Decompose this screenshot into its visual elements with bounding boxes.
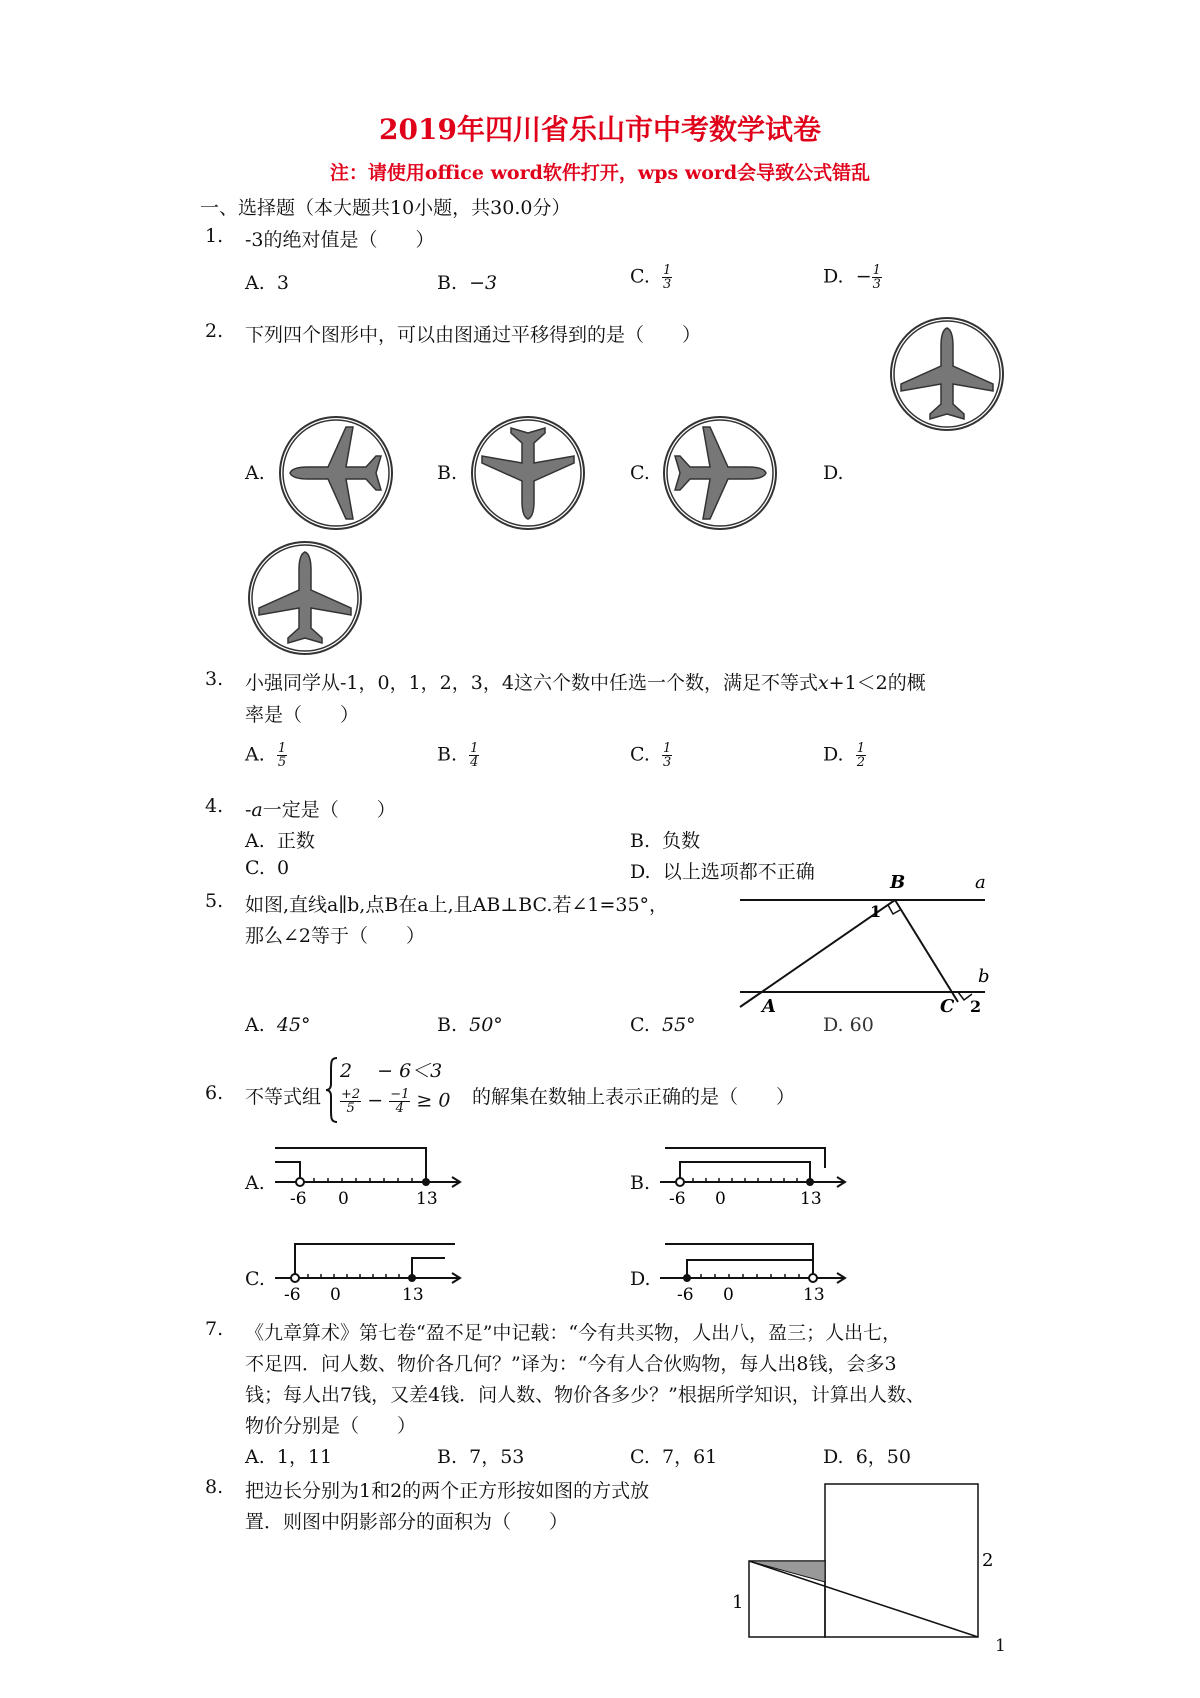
- q2-option-c-plane-image: [660, 413, 780, 533]
- q7-line3: 钱；每人出7钱，又差4钱．问人数、物价各多少？”根据所学知识，计算出人数、: [245, 1384, 925, 1406]
- q5-label-b: b: [978, 966, 990, 987]
- q6-option-b-number-line: [655, 1138, 855, 1208]
- q1-text: -3的绝对值是（ ）: [245, 229, 435, 251]
- q2-option-d-label: D.: [823, 462, 844, 484]
- q1-option-d: D. − $\frac{1}{3}$: [823, 263, 881, 292]
- q1-option-a: A. 3: [245, 272, 289, 294]
- q5-option-a: A. 45°: [245, 1014, 311, 1036]
- section-heading: 一、选择题（本大题共10小题，共30.0分）: [200, 197, 571, 219]
- q6d-tick-0: 0: [723, 1285, 734, 1305]
- q3-number: 3.: [205, 668, 224, 690]
- q6-option-c-label: C.: [245, 1268, 265, 1290]
- q7-line2: 不足四．问人数、物价各几何？”译为：“今有人合伙购物，每人出8钱，会多3: [245, 1353, 897, 1375]
- q6a-tick-m6: -6: [290, 1189, 307, 1209]
- q1-option-b: B. −3: [437, 272, 498, 294]
- q2-option-a-label: A.: [245, 462, 265, 484]
- q8-squares-figure: [730, 1470, 1000, 1650]
- q6-brace: [325, 1056, 339, 1124]
- q7-option-d: D. 6，50: [823, 1446, 911, 1468]
- q6a-tick-13: 13: [416, 1189, 438, 1209]
- q6c-tick-13: 13: [402, 1285, 424, 1305]
- q5-number: 5.: [205, 890, 224, 912]
- q4-option-b: B. 负数: [630, 830, 701, 852]
- q6a-tick-0: 0: [338, 1189, 349, 1209]
- q3-option-d: D. $\frac{1}{2}$: [823, 741, 865, 770]
- q2-reference-plane-image: [887, 314, 1007, 434]
- page-number: 1: [995, 1636, 1006, 1656]
- q2-option-b-label: B.: [437, 462, 458, 484]
- q6-inequality-line1: 2 − 6＜3: [340, 1060, 443, 1082]
- q7-option-b: B. 7，53: [437, 1446, 525, 1468]
- q2-option-a-plane-image: [276, 413, 396, 533]
- q5-label-2: 2: [970, 997, 982, 1016]
- q4-number: 4.: [205, 795, 224, 817]
- q6b-tick-13: 13: [800, 1189, 822, 1209]
- q8-number: 8.: [205, 1476, 224, 1498]
- q6-option-c-number-line: [270, 1234, 470, 1304]
- q6-option-a-label: A.: [245, 1172, 265, 1194]
- q1-number: 1.: [205, 225, 224, 247]
- page-title: 2019年四川省乐山市中考数学试卷: [379, 113, 821, 146]
- q5-text-line1: 如图,直线a∥b,点B在a上,且AB⊥BC.若∠1=35°，: [245, 894, 669, 916]
- q3-option-a: A. $\frac{1}{5}$: [245, 741, 287, 770]
- q2-number: 2.: [205, 320, 224, 342]
- q6-inequality-line2: $\frac{+2}{5}$ − $\frac{-1}{4}$ ≥ 0: [341, 1087, 451, 1116]
- q5-label-C: C: [940, 996, 955, 1017]
- q6-option-a-number-line: [270, 1138, 470, 1208]
- q7-number: 7.: [205, 1318, 224, 1340]
- q5-label-B: B: [890, 872, 906, 893]
- q3-text-line2: 率是（ ）: [245, 704, 360, 726]
- software-note: 注：请使用office word软件打开，wps word会导致公式错乱: [329, 162, 871, 184]
- q6-number: 6.: [205, 1082, 224, 1104]
- q8-line2: 置．则图中阴影部分的面积为（ ）: [245, 1511, 569, 1533]
- q2-option-c-label: C.: [630, 462, 650, 484]
- q2-option-d-plane-image: [245, 538, 365, 658]
- q3-text-line1: 小强同学从-1，0，1，2，3，4这六个数中任选一个数，满足不等式x+1＜2的概: [245, 672, 926, 694]
- q7-option-c: C. 7，61: [630, 1446, 718, 1468]
- q3-option-b: B. $\frac{1}{4}$: [437, 741, 479, 770]
- q6-option-d-label: D.: [630, 1268, 651, 1290]
- q6d-tick-m6: -6: [677, 1285, 694, 1305]
- q6c-tick-0: 0: [330, 1285, 341, 1305]
- q2-option-b-plane-image: [468, 413, 588, 533]
- q7-option-a: A. 1，11: [245, 1446, 333, 1468]
- q4-text: -a一定是（ ）: [245, 799, 396, 821]
- q5-option-b: B. 50°: [437, 1014, 503, 1036]
- q8-line1: 把边长分别为1和2的两个正方形按如图的方式放: [245, 1480, 650, 1502]
- q2-text: 下列四个图形中，可以由图通过平移得到的是（ ）: [245, 324, 702, 346]
- q6d-tick-13: 13: [803, 1285, 825, 1305]
- q5-label-A: A: [762, 996, 776, 1017]
- q7-line1: 《九章算术》第七卷“盈不足”中记载：“今有共买物，人出八，盈三；人出七，: [245, 1322, 902, 1344]
- q5-option-d-partial: D. 60: [823, 1014, 874, 1036]
- q5-option-c: C. 55°: [630, 1014, 696, 1036]
- q4-option-d: D. 以上选项都不正确: [630, 861, 815, 883]
- q8-label-1: 1: [732, 1592, 744, 1613]
- q6b-tick-m6: -6: [669, 1189, 686, 1209]
- q5-label-a: a: [975, 872, 986, 893]
- q6b-tick-0: 0: [715, 1189, 726, 1209]
- q7-line4: 物价分别是（ ）: [245, 1415, 417, 1437]
- q8-label-2: 2: [982, 1550, 994, 1571]
- q5-text-line2: 那么∠2等于（ ）: [245, 925, 426, 947]
- q6-prefix: 不等式组: [245, 1086, 322, 1108]
- q5-label-1: 1: [870, 902, 882, 921]
- q4-option-a: A. 正数: [245, 830, 315, 852]
- q3-option-c: C. $\frac{1}{3}$: [630, 741, 672, 770]
- q6-option-d-number-line: [655, 1234, 855, 1304]
- q1-option-c: C. $\frac{1}{3}$: [630, 263, 672, 292]
- q6-option-b-label: B.: [630, 1172, 651, 1194]
- q6c-tick-m6: -6: [284, 1285, 301, 1305]
- q4-option-c: C. 0: [245, 857, 290, 879]
- q6-suffix: 的解集在数轴上表示正确的是（ ）: [472, 1086, 796, 1108]
